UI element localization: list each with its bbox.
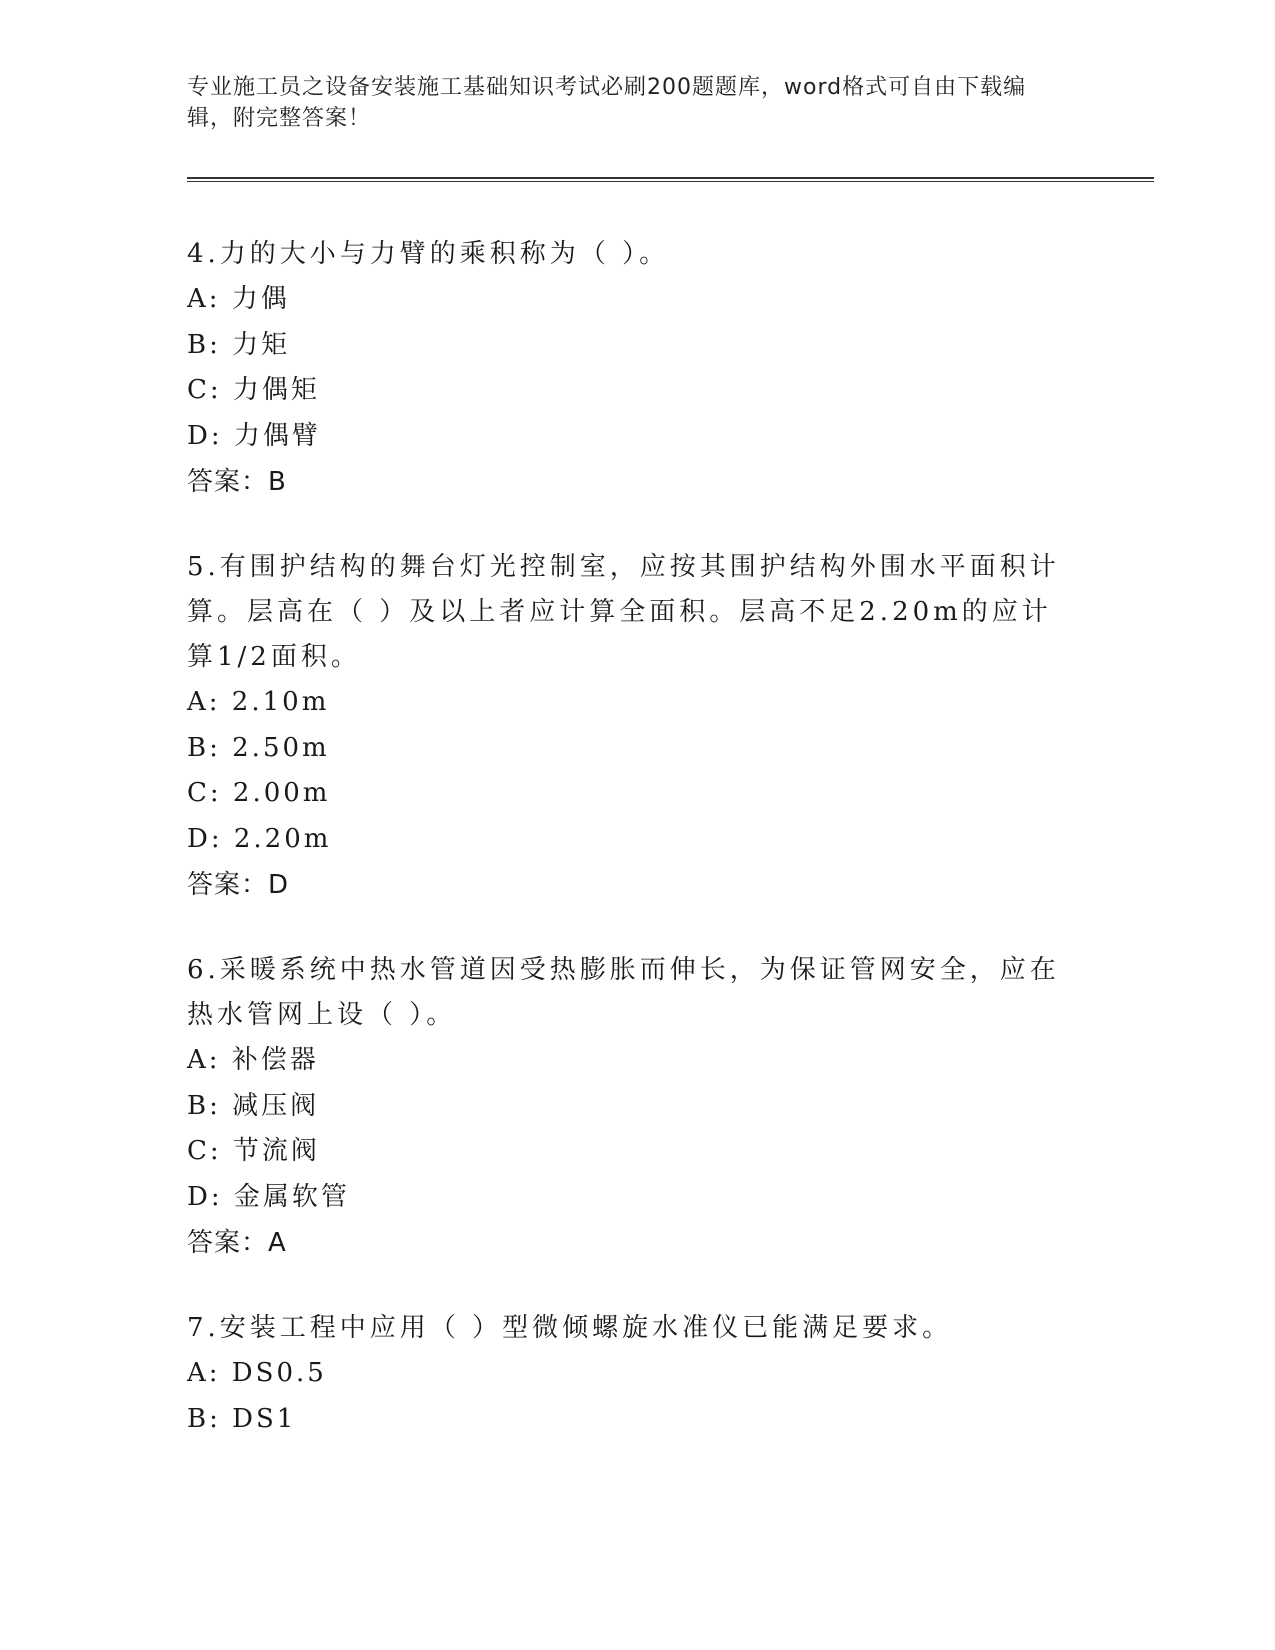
question-5 [187,545,1067,908]
answer-line: 答案：A [187,1228,287,1258]
document-title: 专业施工员之设备安装施工基础知识考试必刷200题题库，word格式可自由下载编辑，附完整答案！ [187,75,1027,131]
option-a: A: 力偶 [187,284,290,314]
question-stem: 6.采暖系统中热水管道因受热膨胀而伸长，为保证管网安全，应在热水管网上设（ ）。 [187,955,1060,1030]
question-6 [187,948,1067,1266]
option-a: A: 补偿器 [187,1045,319,1075]
option-b: B: 2.50m [187,732,330,763]
option-d: D: 2.20m [187,823,332,854]
option-b: B: 减压阀 [187,1090,320,1121]
answer-line: 答案：B [187,467,287,497]
option-a: A: 2.10m [187,687,330,717]
answer-line: 答案：D [187,870,290,900]
option-c: C: 2.00m [187,778,331,808]
option-c: C: 力偶矩 [187,375,320,405]
option-a: A: DS0.5 [187,1358,327,1388]
question-stem: 5.有围护结构的舞台灯光控制室，应按其围护结构外围水平面积计算。层高在（ ）及以上者应计算全面积。层高不足2.20m的应计算1/2面积。 [187,552,1060,672]
question-stem: 7.安装工程中应用（ ）型微倾螺旋水准仪已能满足要求。 [187,1313,953,1343]
option-b: B: 力矩 [187,329,291,360]
question-stem: 4.力的大小与力臂的乘积称为（ ）。 [187,239,670,269]
header-divider [187,177,1154,182]
option-d: D: 金属软管 [187,1181,350,1212]
question-list [187,232,1067,1482]
option-c: C: 节流阀 [187,1136,320,1166]
option-b: B: DS1 [187,1403,297,1434]
question-7 [187,1306,1067,1442]
question-4 [187,232,1067,505]
option-d: D: 力偶臂 [187,420,321,451]
page-header [187,72,1067,134]
